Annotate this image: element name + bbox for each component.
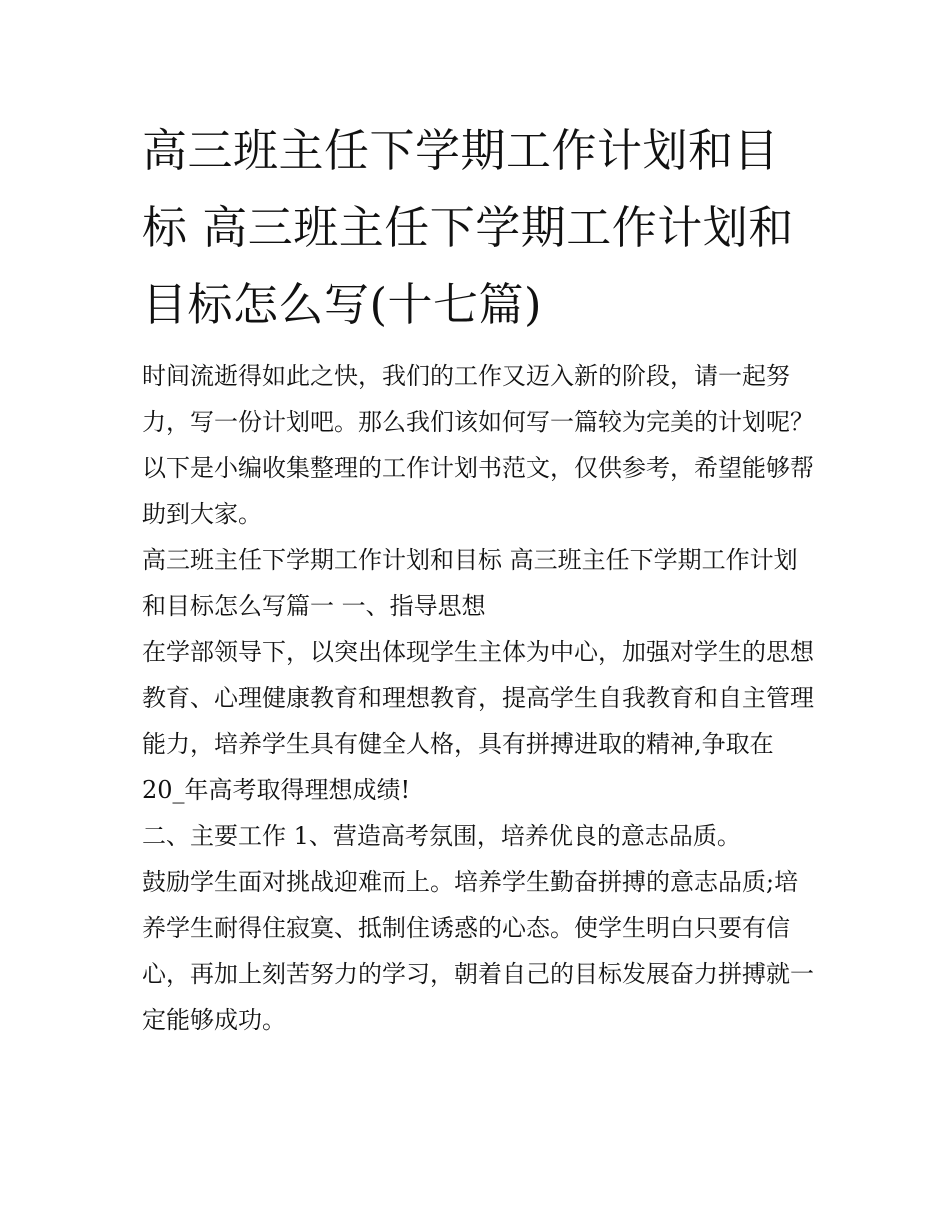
document-page (142, 112, 814, 1043)
encouragement-paragraph: 鼓励学生面对挑战迎难而上。培养学生勤奋拼搏的意志品质;培养学生耐得住寂寞、抵制住诱惑的心态。使学生明白只要有信心，再加上刻苦努力的学习，朝着自己的目标发展奋力拼搏就一定能够成功。 (142, 868, 814, 1034)
intro-paragraph: 时间流逝得如此之快，我们的工作又迈入新的阶段，请一起努力，写一份计划吧。那么我们该如何写一篇较为完美的计划呢？以下是小编收集整理的工作计划书范文，仅供参考，希望能够帮助到大家。 (142, 362, 814, 528)
guiding-thought-paragraph: 在学部领导下，以突出体现学生主体为中心，加强对学生的思想教育、心理健康教育和理想教育，提高学生自我教育和自主管理能力，培养学生具有健全人格，具有拼搏进取的精神,争取在20_年高考取得理想成绩! (142, 638, 814, 804)
section-heading-paragraph: 高三班主任下学期工作计划和目标 高三班主任下学期工作计划和目标怎么写篇一 一、指导思想 (142, 546, 798, 620)
main-work-heading-paragraph: 二、主要工作 1、营造高考氛围，培养优良的意志品质。 (142, 822, 741, 850)
title-spacer (142, 343, 814, 353)
document-title: 高三班主任下学期工作计划和目标 高三班主任下学期工作计划和目标怎么写(十七篇) (142, 124, 794, 331)
